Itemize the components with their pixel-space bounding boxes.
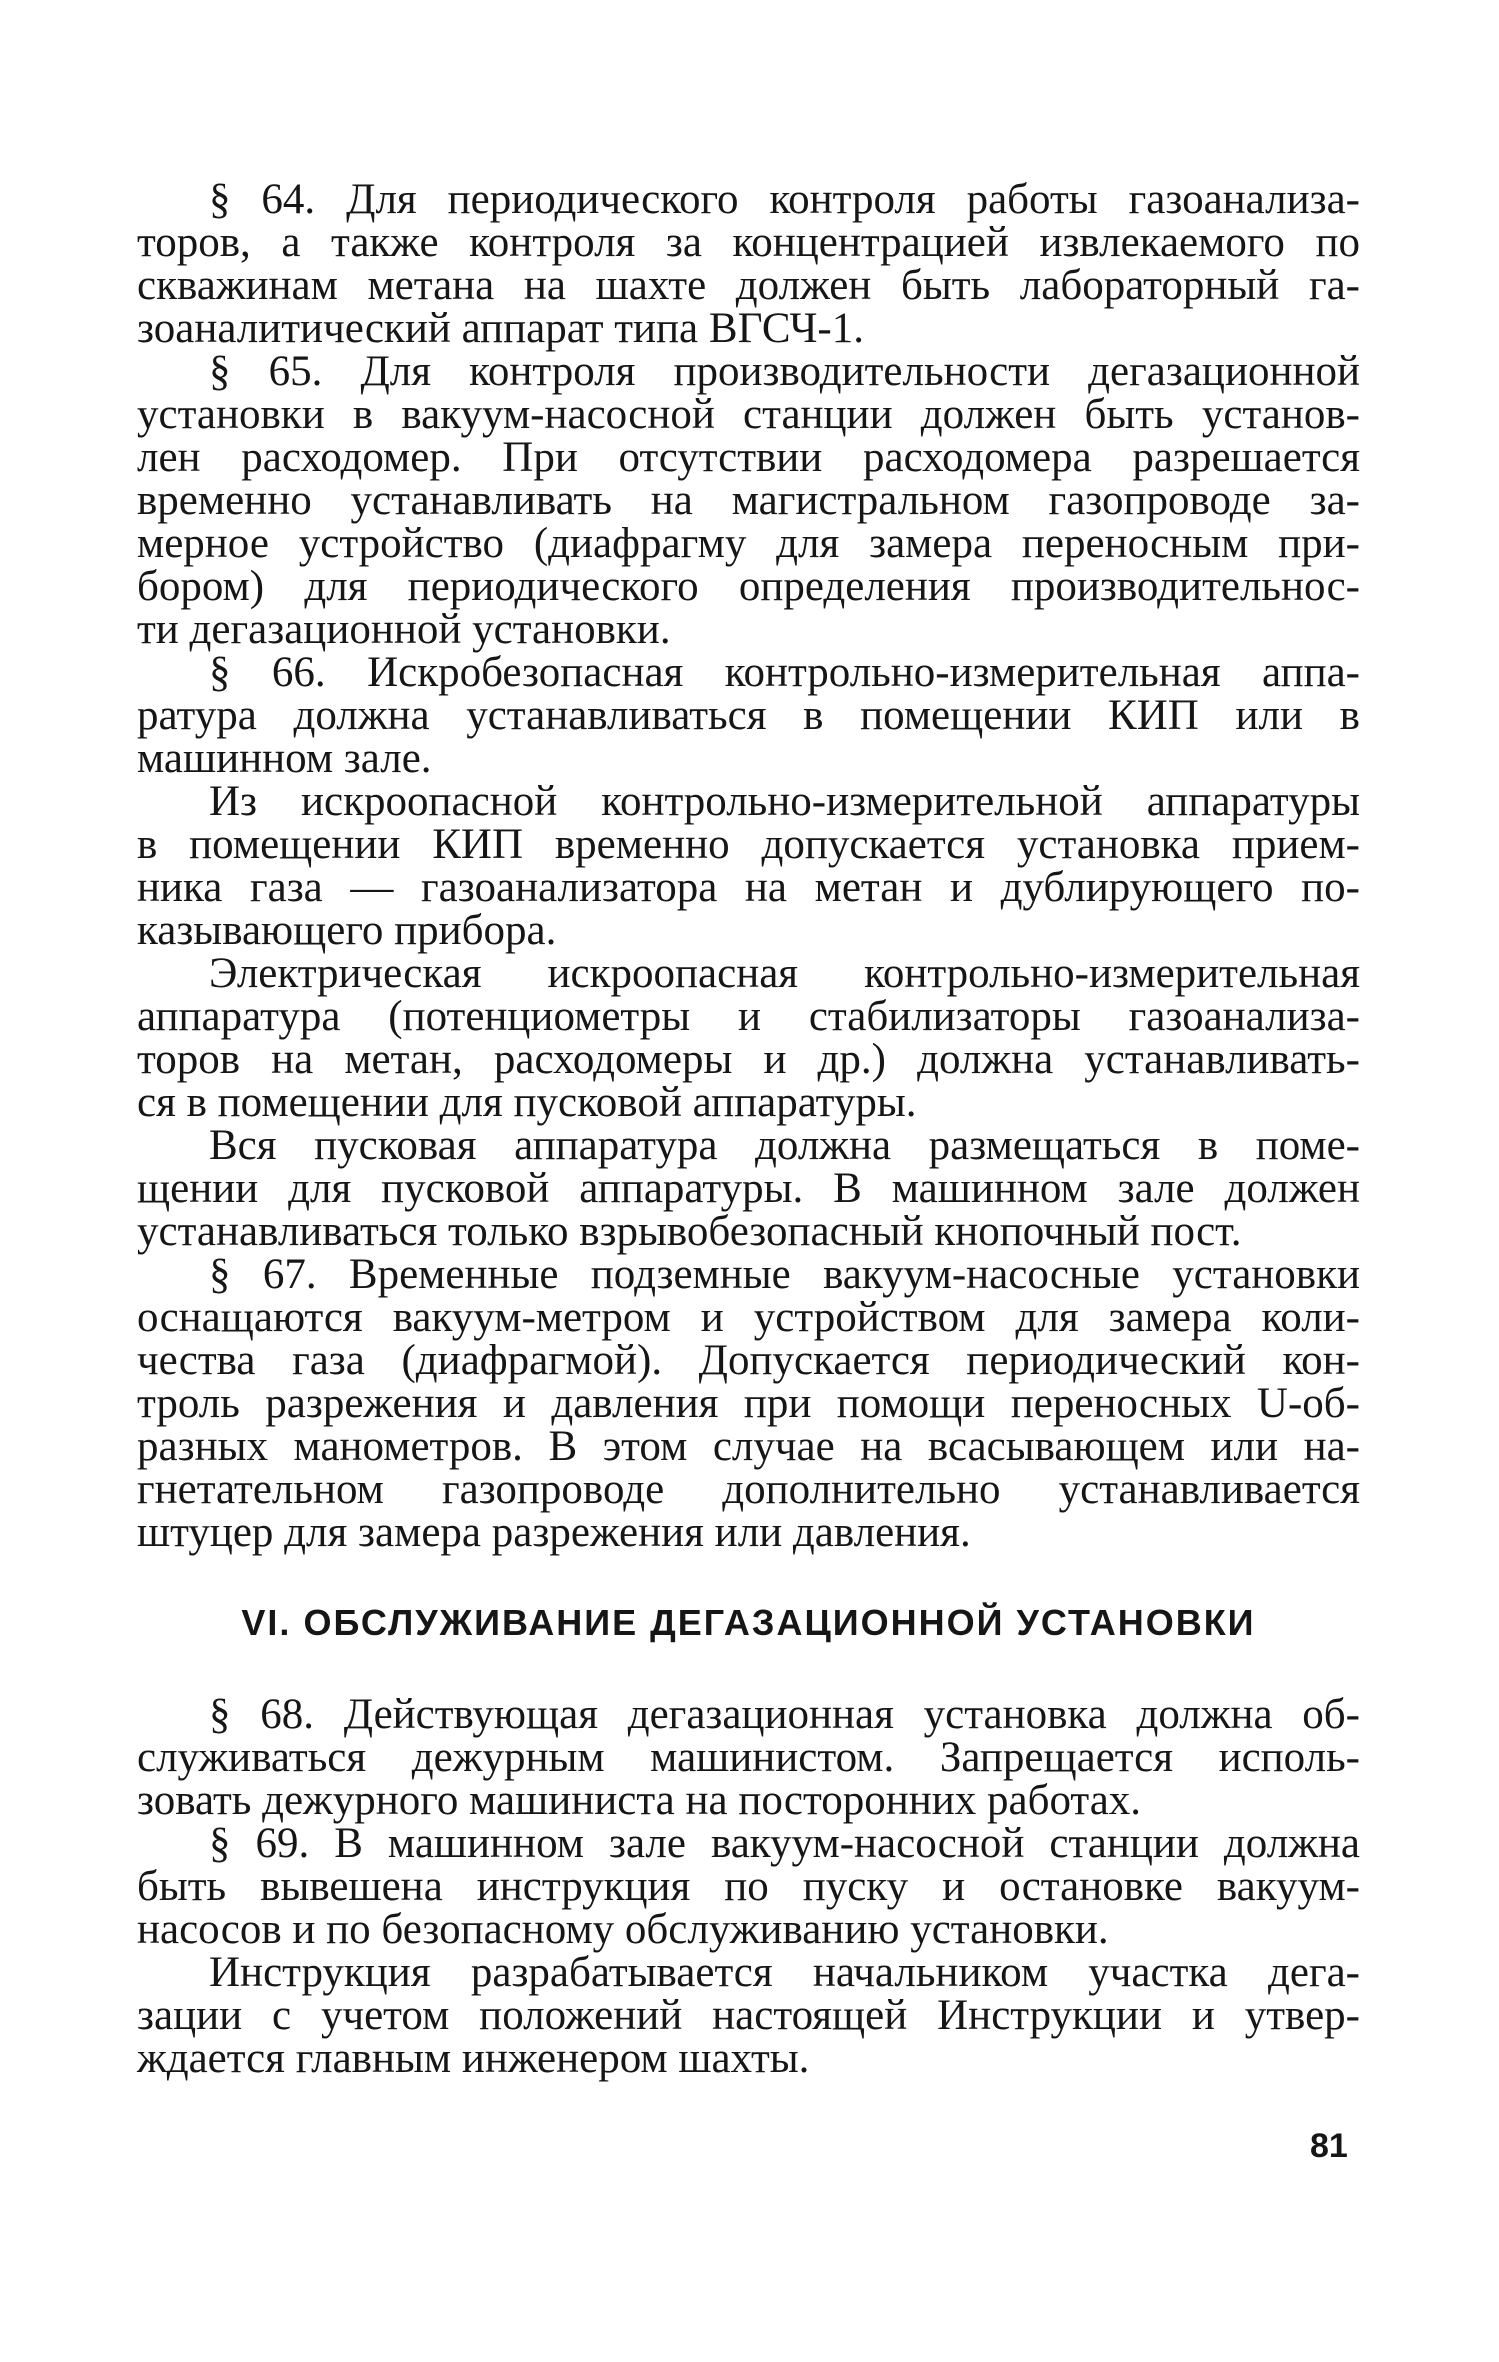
text-line: насосов и по безопасному обслуживанию установки. [137,1906,1109,1953]
paragraph-p64 [137,178,1360,350]
text-line: щении для пусковой аппаратуры. В машинном зале должен [137,1165,1360,1212]
paragraph-p66b [137,780,1360,952]
body-text-section-6 [137,1693,1360,2080]
text-line: торов, а также контроля за концентрацией извлекаемого по [137,219,1360,266]
text-line: казывающего прибора. [137,907,557,954]
text-line: § 67. Временные подземные вакуум-насосные установки [209,1251,1360,1298]
paragraph-p67 [137,1253,1360,1554]
text-line: ратура должна устанавливаться в помещении КИП или в [137,692,1360,739]
paragraph-p69b [137,1951,1360,2080]
text-line: зации с учетом положений настоящей Инструкции и утвер- [137,1992,1360,2039]
text-line: скважинам метана на шахте должен быть лабораторный га- [137,262,1360,309]
text-line: торов на метан, расходомеры и др.) должна устанавливать- [137,1036,1360,1083]
text-line: аппаратура (потенциометры и стабилизаторы газоанализа- [137,993,1360,1040]
text-line: штуцер для замера разрежения или давления. [137,1509,971,1556]
text-line: лен расходомер. При отсутствии расходомера разрешается [137,434,1360,481]
text-line: чества газа (диафрагмой). Допускается периодический кон- [137,1337,1360,1384]
body-text-section-5 [137,178,1360,1554]
text-line: оснащаются вакуум-метром и устройством для замера коли- [137,1294,1360,1341]
text-line: ся в помещении для пусковой аппаратуры. [137,1079,917,1126]
text-line: в помещении КИП временно допускается установка прием- [137,821,1360,868]
text-line: ждается главным инженером шахты. [137,2035,810,2082]
text-line: временно устанавливать на магистральном газопроводе за- [137,477,1360,524]
text-line: зовать дежурного машиниста на посторонних работах. [137,1777,1142,1824]
text-line: ника газа — газоанализатора на метан и дублирующего по- [137,864,1360,911]
text-line: машинном зале. [137,735,432,782]
text-line: § 66. Искробезопасная контрольно-измерительная аппа- [209,649,1360,696]
text-line: Из искроопасной контрольно-измерительной аппаратуры [209,778,1360,825]
text-line: ти дегазационной установки. [137,606,671,653]
text-line: зоаналитический аппарат типа ВГСЧ-1. [137,305,864,352]
text-line: § 69. В машинном зале вакуум-насосной станции должна [209,1820,1360,1867]
paragraph-p68 [137,1693,1360,1822]
text-line: § 65. Для контроля производительности дегазационной [209,348,1360,395]
paragraph-p66c [137,952,1360,1124]
text-line: быть вывешена инструкция по пуску и остановке вакуум- [137,1863,1360,1910]
text-line: § 68. Действующая дегазационная установка должна об- [209,1691,1360,1738]
text-line: служиваться дежурным машинистом. Запрещается исполь- [137,1734,1360,1781]
text-line: разных манометров. В этом случае на всасывающем или на- [137,1423,1360,1470]
paragraph-p65 [137,350,1360,651]
paragraph-p66 [137,651,1360,780]
text-line: бором) для периодического определения производительнос- [137,563,1360,610]
text-line: Электрическая искроопасная контрольно-измерительная [209,950,1360,997]
text-line: установки в вакуум-насосной станции должен быть установ- [137,391,1360,438]
paragraph-p66d [137,1124,1360,1253]
paragraph-p69 [137,1822,1360,1951]
text-line: § 64. Для периодического контроля работы газоанализа- [209,176,1360,223]
text-line: Вся пусковая аппаратура должна размещаться в поме- [209,1122,1360,1169]
section-heading: VI. ОБСЛУЖИВАНИЕ ДЕГАЗАЦИОННОЙ УСТАНОВКИ [241,1602,1256,1643]
text-line: гнетательном газопроводе дополнительно устанавливается [137,1466,1360,1513]
page-number: 81 [1310,2127,1348,2165]
text-line: устанавливаться только взрывобезопасный кнопочный пост. [137,1208,1242,1255]
text-line: троль разрежения и давления при помощи переносных U-об- [137,1380,1360,1427]
document-page [137,178,1360,2080]
text-line: Инструкция разрабатывается начальником участка дега- [209,1949,1360,1996]
text-line: мерное устройство (диафрагму для замера переносным при- [137,520,1360,567]
